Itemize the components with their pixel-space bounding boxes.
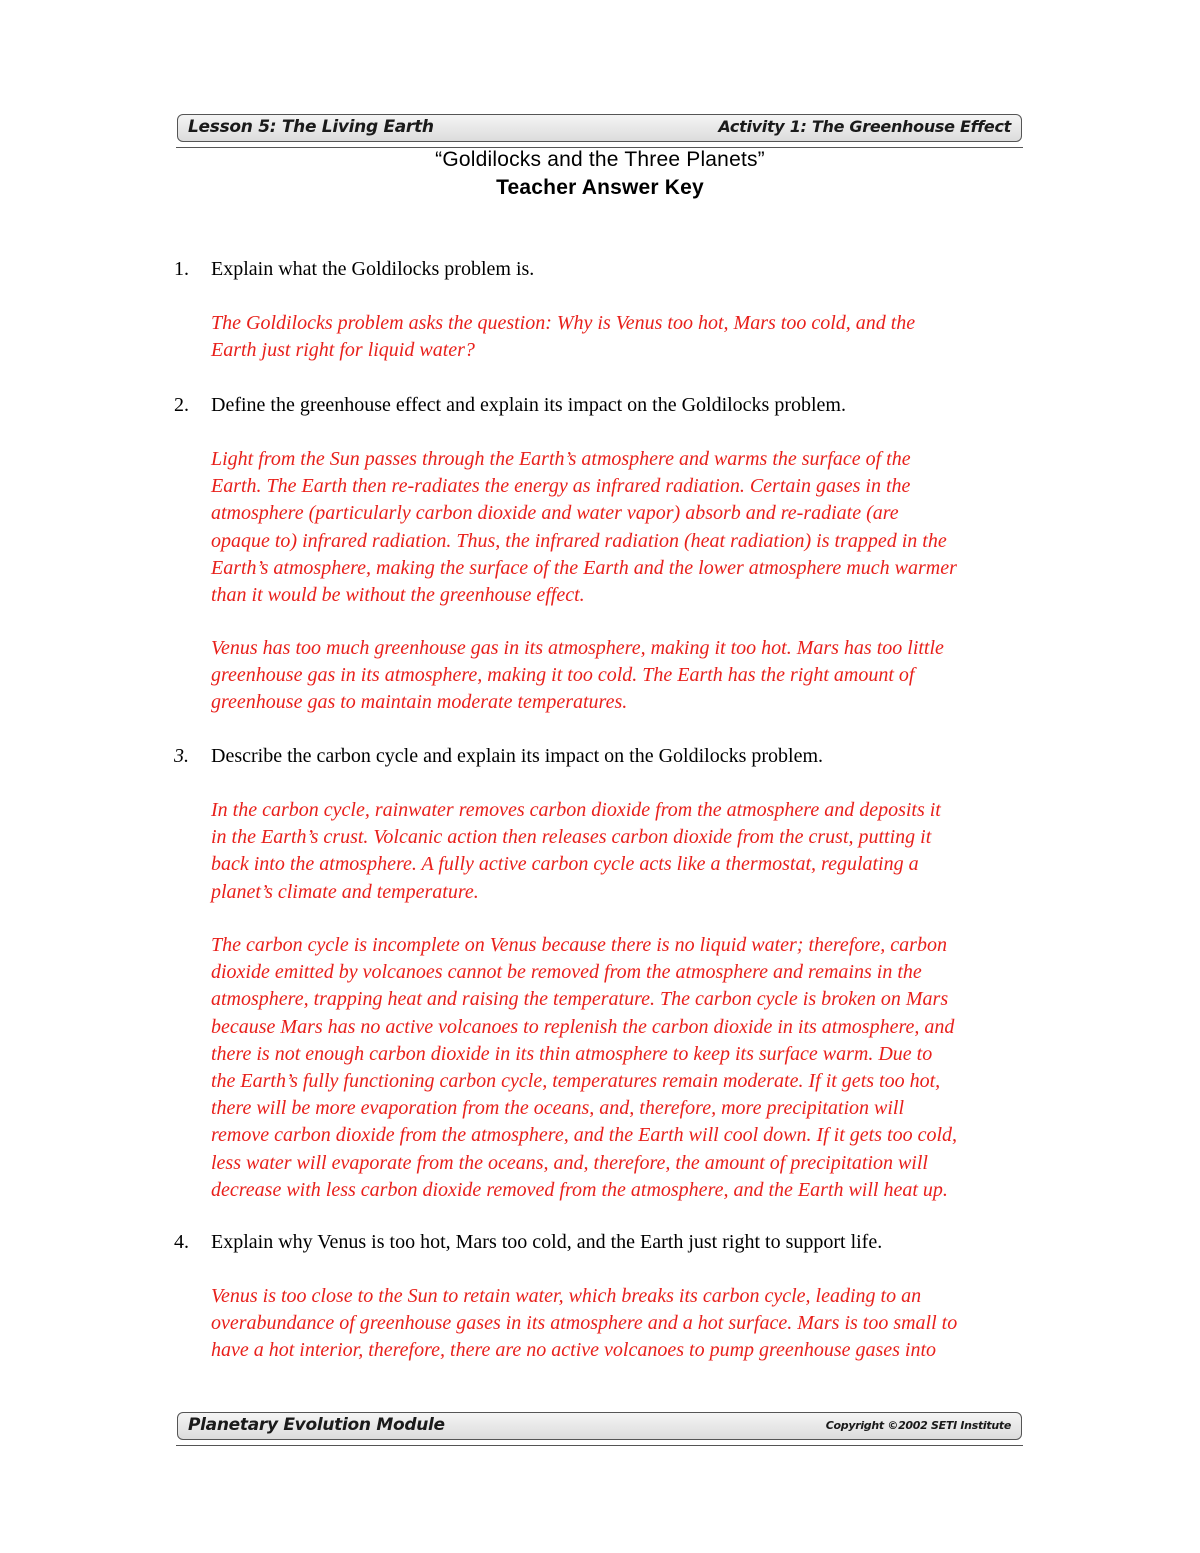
- module-title: Planetary Evolution Module: [188, 1415, 445, 1435]
- answer-3a: [211, 797, 1111, 906]
- answer-line: Earth. The Earth then re-radiates the energy as infrared radiation. Certain gases in the: [211, 475, 911, 498]
- footer-banner: [177, 1412, 1022, 1440]
- answer-line: Earth’s atmosphere, making the surface of the Earth and the lower atmosphere much warmer: [211, 556, 957, 579]
- answer-line: have a hot interior, therefore, there are no active volcanoes to pump greenhouse gases into: [211, 1339, 937, 1362]
- answer-line: In the carbon cycle, rainwater removes carbon dioxide from the atmosphere and deposits it: [211, 799, 941, 821]
- answer-line: Venus is too close to the Sun to retain water, which breaks its carbon cycle, leading to an: [211, 1285, 922, 1307]
- footer-rule: [176, 1445, 1023, 1446]
- answer-line: in the Earth’s crust. Volcanic action then releases carbon dioxide from the crust, putting it: [211, 826, 932, 849]
- answer-line: The Goldilocks problem asks the question: Why is Venus too hot, Mars too cold, and the: [211, 312, 916, 334]
- question-text: Describe the carbon cycle and explain its impact on the Goldilocks problem.: [211, 745, 824, 767]
- question-number: 4.: [174, 1231, 189, 1253]
- copyright-text: Copyright ©2002 SETI Institute: [825, 1419, 1011, 1432]
- document-subtitle: Teacher Answer Key: [496, 176, 704, 199]
- answer-line: decrease with less carbon dioxide removed from the atmosphere, and the Earth will heat up.: [211, 1178, 948, 1201]
- question-text: Explain what the Goldilocks problem is.: [211, 258, 535, 280]
- answer-line: dioxide emitted by volcanoes cannot be removed from the atmosphere and remains in the: [211, 961, 922, 984]
- answer-line: Venus has too much greenhouse gas in its atmosphere, making it too hot. Mars has too little: [211, 637, 944, 659]
- question-text: Explain why Venus is too hot, Mars too cold, and the Earth just right to support life.: [211, 1231, 883, 1253]
- answer-line: because Mars has no active volcanoes to replenish the carbon dioxide in its atmosphere, and: [211, 1015, 955, 1038]
- answer-line: than it would be without the greenhouse effect.: [211, 584, 585, 607]
- question-number: 3.: [174, 745, 189, 767]
- answer-line: back into the atmosphere. A fully active carbon cycle acts like a thermostat, regulating a: [211, 853, 919, 876]
- answer-line: greenhouse gas in its atmosphere, making it too cold. The Earth has the right amount of: [211, 664, 915, 687]
- document-title: “Goldilocks and the Three Planets”: [435, 148, 765, 171]
- answer-line: The carbon cycle is incomplete on Venus because there is no liquid water; therefore, carbon: [211, 934, 947, 956]
- answer-line: remove carbon dioxide from the atmosphere, and the Earth will cool down. If it gets too cold,: [211, 1124, 958, 1147]
- answer-line: opaque to) infrared radiation. Thus, the infrared radiation (heat radiation) is trapped in the: [211, 529, 947, 552]
- answer-3b: [211, 932, 1111, 1204]
- question-number: 1.: [174, 258, 189, 280]
- answer-line: there will be more evaporation from the oceans, and, therefore, more precipitation will: [211, 1097, 905, 1120]
- answer-line: less water will evaporate from the oceans, and, therefore, the amount of precipitation will: [211, 1151, 928, 1174]
- answer-line: greenhouse gas to maintain moderate temperatures.: [211, 691, 628, 714]
- question-text: Define the greenhouse effect and explain its impact on the Goldilocks problem.: [211, 394, 846, 416]
- answer-line: there is not enough carbon dioxide in its thin atmosphere to keep its surface warm. Due to: [211, 1042, 933, 1065]
- answer-1: [211, 310, 1111, 364]
- answer-2b: [211, 635, 1111, 717]
- answer-line: planet’s climate and temperature.: [211, 880, 479, 903]
- activity-title: Activity 1: The Greenhouse Effect: [718, 117, 1011, 136]
- answer-line: the Earth’s fully functioning carbon cycle, temperatures remain moderate. If it gets too hot,: [211, 1070, 941, 1093]
- answer-line: Earth just right for liquid water?: [211, 339, 475, 362]
- answer-line: atmosphere, trapping heat and raising the temperature. The carbon cycle is broken on Mars: [211, 988, 949, 1011]
- answer-2a: [211, 446, 1111, 609]
- answer-4: [211, 1283, 1111, 1365]
- lesson-title: Lesson 5: The Living Earth: [188, 117, 434, 137]
- question-number: 2.: [174, 394, 189, 416]
- answer-line: atmosphere (particularly carbon dioxide and water vapor) absorb and re-radiate (are: [211, 502, 899, 525]
- answer-line: overabundance of greenhouse gases in its atmosphere and a hot surface. Mars is too small to: [211, 1312, 958, 1335]
- header-banner: [177, 114, 1022, 142]
- answer-line: Light from the Sun passes through the Earth’s atmosphere and warms the surface of the: [211, 448, 911, 470]
